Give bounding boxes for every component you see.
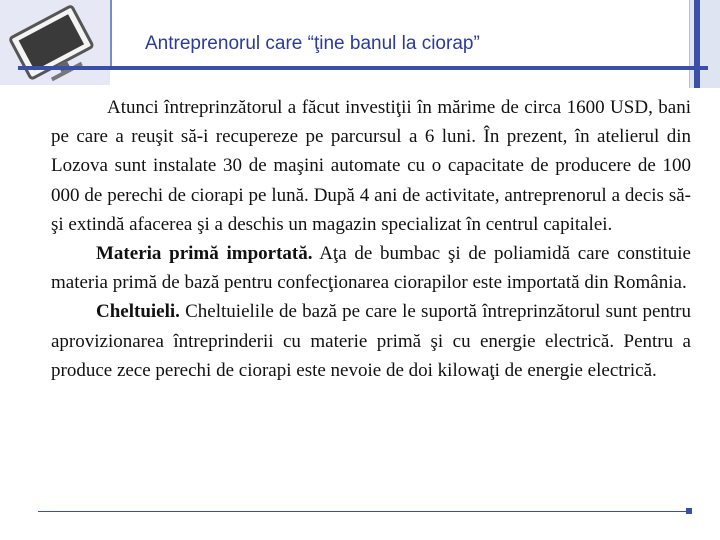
footer-rule — [38, 511, 688, 512]
paragraph-raw-material: Materia primă importată. Aţa de bumbac şi de poliamidă care constituie materia primă de bază pentru confecţionarea ciorapilor este importată din România. — [51, 243, 691, 294]
slide-body — [51, 93, 691, 385]
paragraph-expenses: Cheltuieli. Cheltuielile de bază pe care le suportă întreprinzătorul sunt pentru aprovizionarea întreprinderii cu materie primă şi cu energie electrică. Pentru a produce zece perechi de ciorapi este nevoie de doi kilowaţi de energie electrică. — [51, 301, 691, 381]
footer-marker — [686, 508, 692, 514]
slide-header — [0, 0, 720, 90]
header-decoration — [689, 0, 720, 88]
paragraph-heading: Cheltuieli. — [96, 301, 180, 323]
paragraph-heading: Materia primă importată. — [96, 243, 313, 265]
paragraph-investments: Atunci întreprinzătorul a făcut investiţii în mărime de circa 1600 USD, bani pe care a reuşit să-i recupereze pe parcursul a 6 luni. În prezent, în atelierul din Lozova sunt instalate 30 de maşini automate cu o capacitate de producere de 100 000 de perechi de ciorapi pe lună. După 4 ani de activitate, antreprenorul a decis să-şi extindă afacerea şi a deschis un magazin specializat în centrul capitalei. — [51, 97, 691, 235]
header-underline — [18, 66, 708, 70]
monitor-icon — [0, 0, 110, 85]
slide-title: Antreprenorul care “ţine banul la ciorap” — [145, 33, 480, 54]
